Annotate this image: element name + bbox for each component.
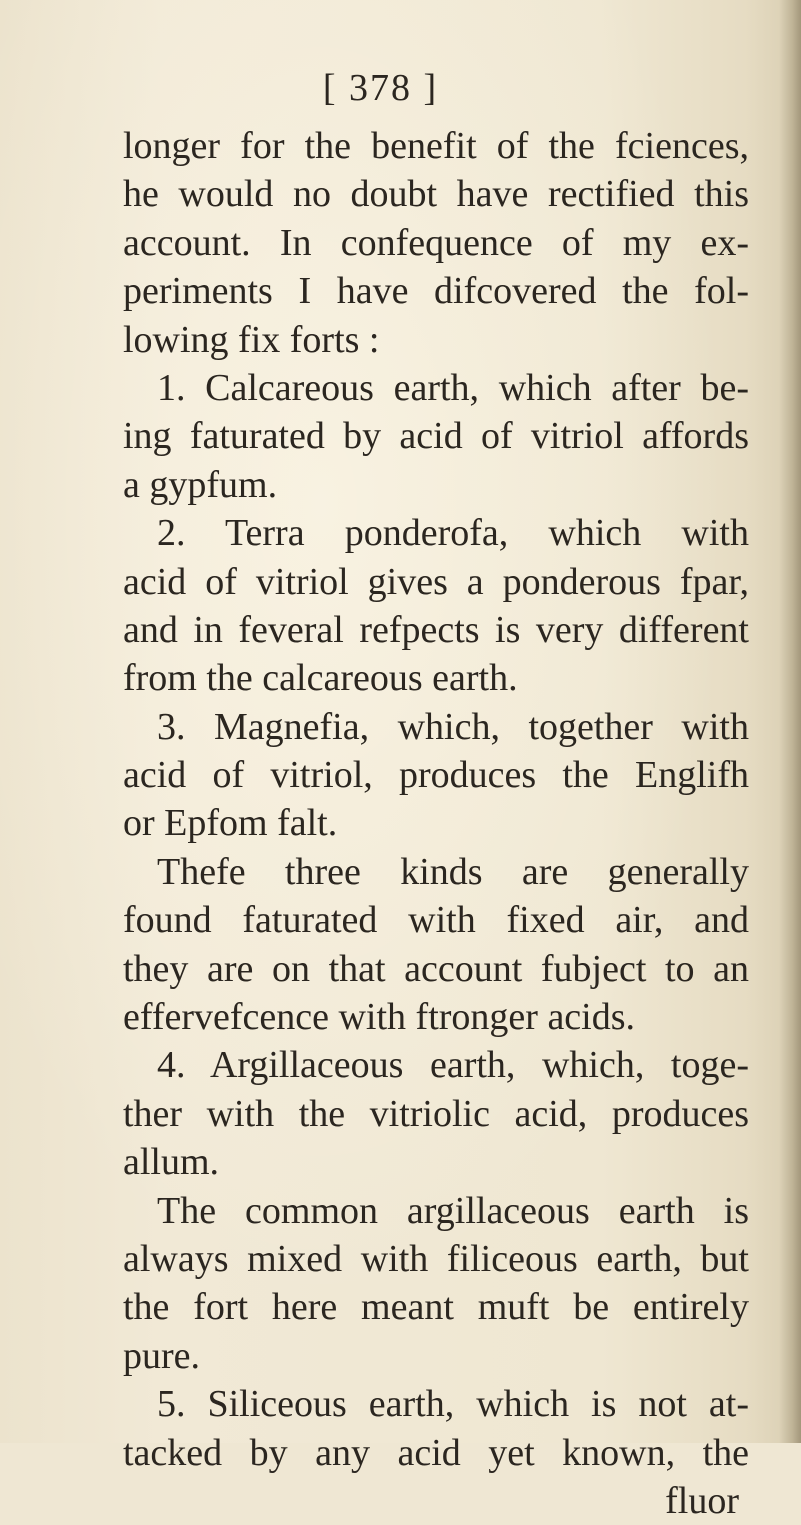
text-line-26: pure.: [123, 1334, 201, 1377]
text-line-12: from the calcareous earth.: [123, 657, 518, 700]
text-line-14: acid of vitriol, produces the Englifh: [123, 754, 749, 797]
text-line-21: ther with the vitriolic acid, produces: [123, 1092, 749, 1135]
text-line-20: 4. Argillaceous earth, which, toge-: [157, 1044, 749, 1087]
text-line-2: he would no doubt have rectified this: [123, 173, 749, 216]
body-text: [123, 122, 749, 1525]
text-line-1: longer for the benefit of the fciences,: [123, 125, 749, 167]
text-line-13: 3. Magnefia, which, together with: [157, 705, 749, 748]
text-line-23: The common argillaceous earth is: [157, 1189, 749, 1232]
text-line-11: and in feveral refpects is very different: [123, 608, 749, 651]
text-line-9: 2. Terra ponderofa, which with: [157, 512, 749, 555]
text-line-19: effervefcence with ftronger acids.: [123, 996, 636, 1039]
page-number-header: [ 378 ]: [322, 67, 439, 109]
text-line-6: 1. Calcareous earth, which after be-: [157, 366, 749, 409]
text-line-18: they are on that account fubject to an: [123, 947, 749, 990]
text-line-4: periments I have difcovered the fol-: [123, 270, 749, 313]
text-line-16: Thefe three kinds are generally: [157, 850, 749, 893]
page-gutter-shadow: [779, 0, 801, 1443]
text-line-27: 5. Siliceous earth, which is not at-: [157, 1383, 749, 1426]
text-line-3: account. In confequence of my ex-: [123, 221, 749, 264]
text-line-22: allum.: [123, 1141, 220, 1184]
text-line-7: ing faturated by acid of vitriol affords: [123, 415, 749, 458]
text-line-25: the fort here meant muft be entirely: [123, 1286, 749, 1329]
text-line-15: or Epfom falt.: [123, 802, 338, 845]
text-line-8: a gypfum.: [123, 463, 278, 506]
text-line-10: acid of vitriol gives a ponderous fpar,: [123, 560, 749, 603]
catchword: fluor: [665, 1479, 739, 1522]
text-line-28: tacked by any acid yet known, the: [123, 1431, 749, 1474]
text-line-17: found faturated with fixed air, and: [123, 899, 749, 942]
text-line-24: always mixed with filiceous earth, but: [123, 1237, 749, 1280]
text-line-5: lowing fix forts :: [123, 318, 380, 361]
